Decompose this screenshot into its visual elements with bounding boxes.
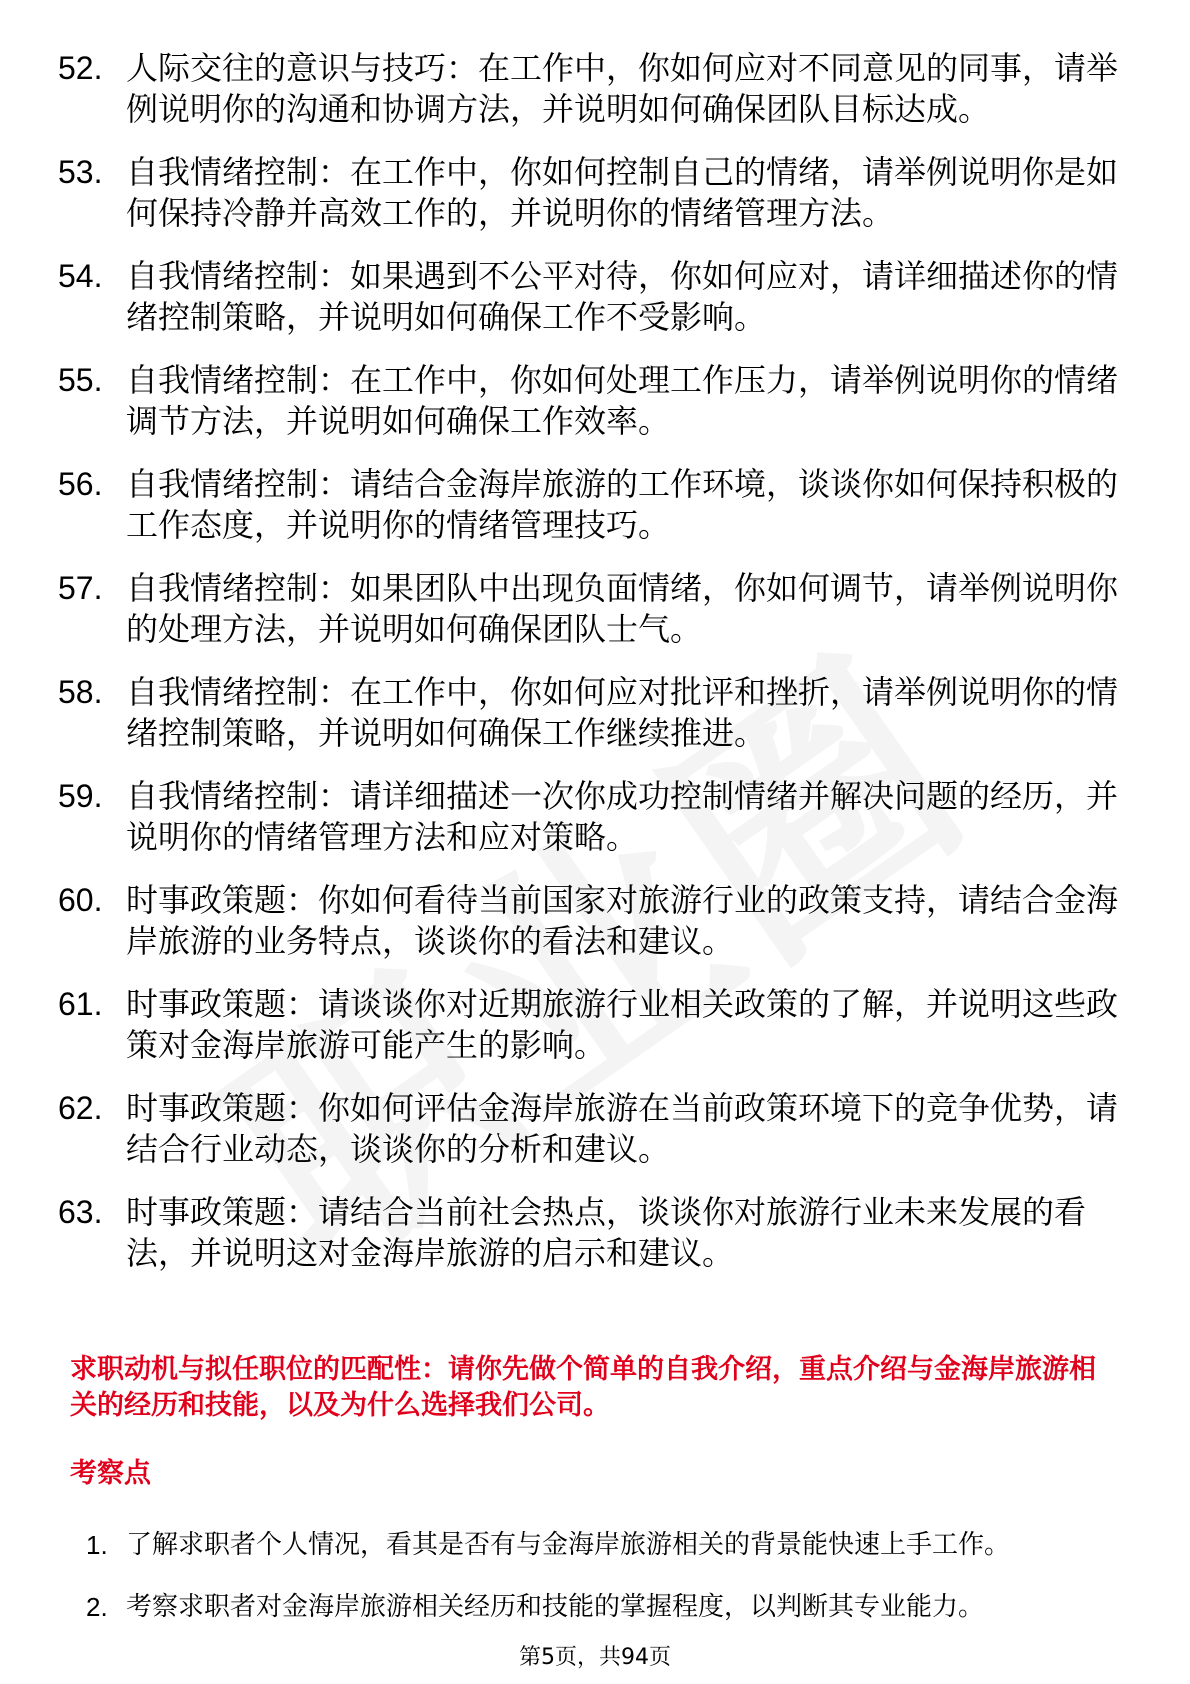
question-item [58, 152, 1118, 234]
question-item [58, 672, 1118, 754]
question-number: 54. [58, 258, 103, 294]
assessment-points-list [86, 1527, 1126, 1651]
question-number: 52. [58, 50, 103, 86]
question-number: 55. [58, 362, 103, 398]
question-item [58, 48, 1118, 130]
question-text: 时事政策题：你如何评估金海岸旅游在当前政策环境下的竞争优势，请结合行业动态，谈谈你的分析和建议。 [126, 1089, 1119, 1168]
point-text: 考察求职者对金海岸旅游相关经历和技能的掌握程度，以判断其专业能力。 [126, 1592, 985, 1622]
section-heading: 求职动机与拟任职位的匹配性：请你先做个简单的自我介绍，重点介绍与金海岸旅游相关的经历和技能，以及为什么选择我们公司。 [70, 1354, 1096, 1421]
question-item [58, 776, 1118, 858]
assessment-point [86, 1589, 1126, 1625]
question-number: 56. [58, 466, 103, 502]
question-text: 自我情绪控制：如果遇到不公平对待，你如何应对，请详细描述你的情绪控制策略，并说明如何确保工作不受影响。 [126, 257, 1119, 336]
question-item [58, 1192, 1118, 1274]
question-number: 60. [58, 882, 103, 918]
question-item [58, 464, 1118, 546]
point-number: 1. [86, 1530, 108, 1560]
question-item [58, 984, 1118, 1066]
question-text: 时事政策题：请结合当前社会热点，谈谈你对旅游行业未来发展的看法，并说明这对金海岸旅游的启示和建议。 [126, 1193, 1087, 1272]
question-number: 59. [58, 778, 103, 814]
point-number: 2. [86, 1592, 108, 1622]
question-text: 时事政策题：请谈谈你对近期旅游行业相关政策的了解，并说明这些政策对金海岸旅游可能产生的影响。 [126, 985, 1119, 1064]
question-number: 63. [58, 1194, 103, 1230]
question-text: 人际交往的意识与技巧：在工作中，你如何应对不同意见的同事，请举例说明你的沟通和协调方法，并说明如何确保团队目标达成。 [126, 49, 1119, 128]
question-text: 自我情绪控制：在工作中，你如何控制自己的情绪，请举例说明你是如何保持冷静并高效工作的，并说明你的情绪管理方法。 [126, 153, 1119, 232]
question-text: 自我情绪控制：在工作中，你如何应对批评和挫折，请举例说明你的情绪控制策略，并说明如何确保工作继续推进。 [126, 673, 1119, 752]
question-text: 自我情绪控制：如果团队中出现负面情绪，你如何调节，请举例说明你的处理方法，并说明如何确保团队士气。 [126, 569, 1119, 648]
question-item [58, 360, 1118, 442]
question-text: 自我情绪控制：请详细描述一次你成功控制情绪并解决问题的经历，并说明你的情绪管理方法和应对策略。 [126, 777, 1119, 856]
assessment-points-heading: 考察点 [70, 1458, 151, 1489]
question-text: 自我情绪控制：请结合金海岸旅游的工作环境，谈谈你如何保持积极的工作态度，并说明你的情绪管理技巧。 [126, 465, 1119, 544]
question-number: 61. [58, 986, 103, 1022]
question-number: 57. [58, 570, 103, 606]
question-number: 62. [58, 1090, 103, 1126]
question-item [58, 1088, 1118, 1170]
page-footer: 第5页，共94页 [519, 1645, 671, 1670]
question-number: 53. [58, 154, 103, 190]
question-number: 58. [58, 674, 103, 710]
question-text: 时事政策题：你如何看待当前国家对旅游行业的政策支持，请结合金海岸旅游的业务特点，谈谈你的看法和建议。 [126, 881, 1119, 960]
question-text: 自我情绪控制：在工作中，你如何处理工作压力，请举例说明你的情绪调节方法，并说明如何确保工作效率。 [126, 361, 1119, 440]
question-item [58, 880, 1118, 962]
assessment-point [86, 1527, 1126, 1563]
question-item [58, 568, 1118, 650]
question-item [58, 256, 1118, 338]
point-text: 了解求职者个人情况，看其是否有与金海岸旅游相关的背景能快速上手工作。 [126, 1530, 1011, 1560]
question-list [58, 48, 1118, 1296]
